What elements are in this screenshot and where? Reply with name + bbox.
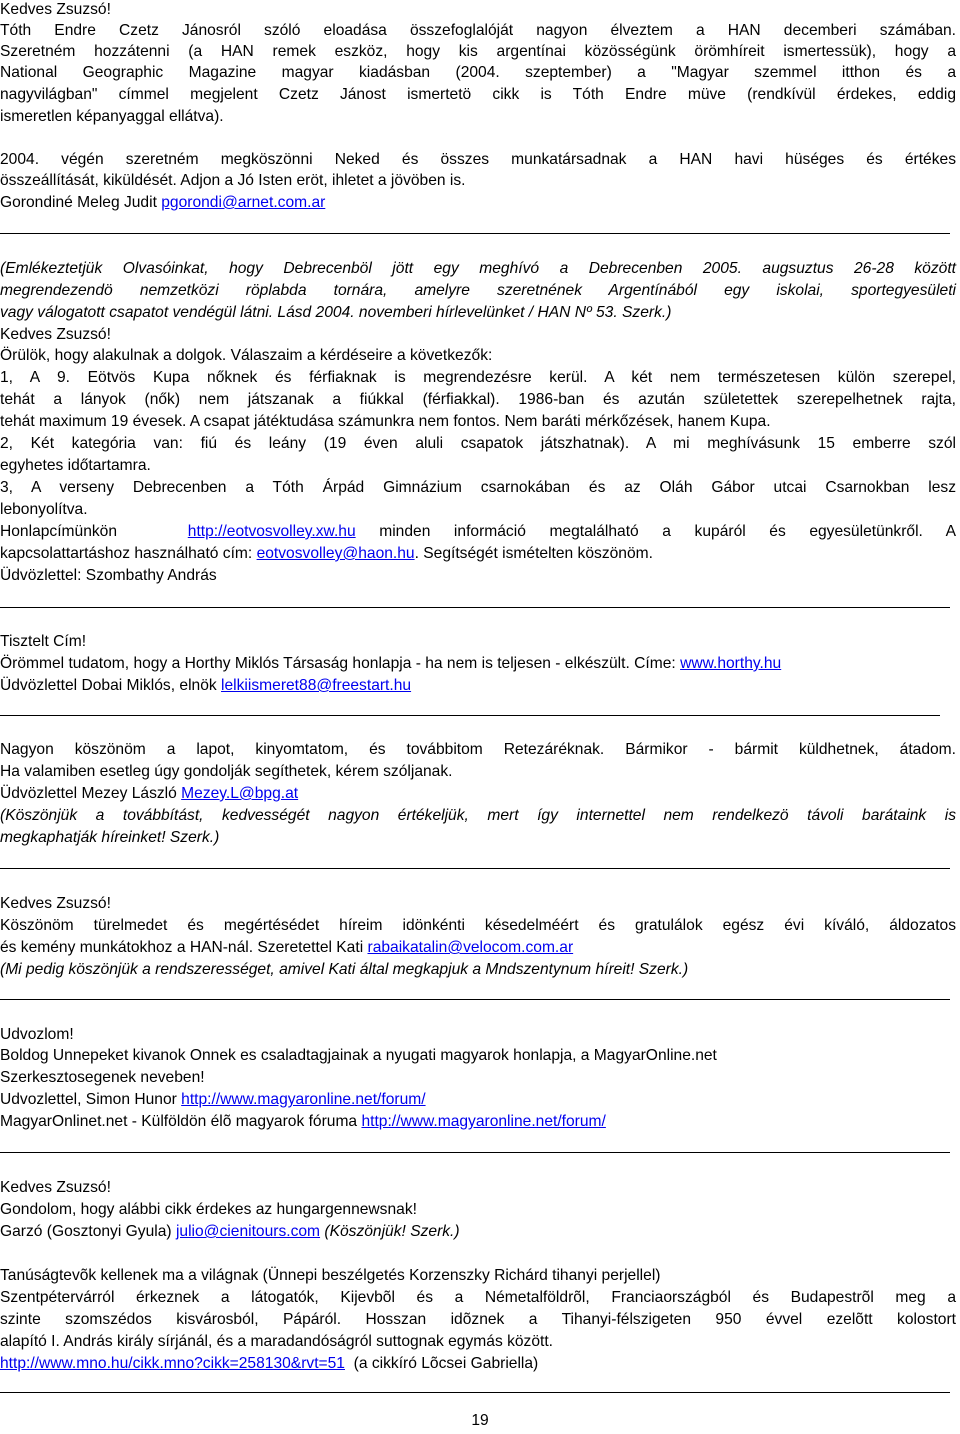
divider [0, 1152, 950, 1153]
editor-note-line: megrendezendö nemzetközi röplabda tornára, amelyre szeretnének Argentínából egy iskolai, sportegyesületi [0, 282, 956, 299]
signature-line [0, 1222, 956, 1242]
email-link[interactable]: lelkiismeret88@freestart.hu [221, 677, 412, 694]
divider [0, 607, 950, 608]
salutation: Kedves Zsuzsó! [0, 895, 111, 912]
source-text: (a cikkíró Lõcsei Gabriella) [353, 1355, 539, 1372]
text-line: Ha valamiben esetleg úgy gondolják segíthetek, kérem szóljanak. [0, 763, 453, 780]
signature-line [0, 676, 956, 696]
salutation: Kedves Zsuzsó! [0, 326, 111, 343]
text-line: kapcsolattartáshoz használható cím: eotvosvolley@haon.hu. Segítségét ismételten köszönöm. [0, 545, 653, 562]
divider [0, 999, 950, 1000]
thanks-text: . Segítségét ismételten köszönöm. [414, 545, 653, 562]
text-line: tehát a lányok (nők) nem játszanak a fiúkkal (férfiakkal). 1986-ban és azután születettek szerepelhetnek rajta, [0, 391, 956, 408]
text-line: 2004. végén szeretném megköszönni Neked és összes munkatársadnak a HAN havi hüséges és értékes [0, 151, 956, 168]
signature: Üdvözlettel Dobai Miklós, elnök [0, 677, 217, 694]
salutation: Kedves Zsuzsó! [0, 1, 111, 18]
text-line: 2, Két kategória van: fiú és leány (19 éven aluli csapatok játszhatnak). A mi meghívásunk 15 emberre szól [0, 435, 956, 452]
text-line: lebonyolítva. [0, 501, 88, 518]
contact-email-link[interactable]: eotvosvolley@haon.hu [256, 545, 415, 562]
divider [0, 715, 940, 716]
text-line: Szerkesztosegenek neveben! [0, 1069, 205, 1086]
text-line [0, 654, 956, 674]
editor-note-line: vagy válogatott csapatot vendégül látni. Lásd 2004. novemberi hírlevelünket / HAN Nº 53. Szerk.) [0, 304, 672, 321]
source-line [0, 1354, 956, 1374]
article-link[interactable]: http://www.mno.hu/cikk.mno?cikk=258130&rvt=51 [0, 1355, 345, 1372]
divider [0, 1392, 950, 1393]
forum-text: MagyarOnlinet.net - Külföldön élõ magyarok fóruma [0, 1113, 358, 1130]
signature-line [0, 784, 956, 804]
signature-line [0, 1090, 956, 1110]
editor-note: (Mi pedig köszönjük a rendszerességet, amivel Kati által megkapjuk a Mndszentynum híreit! Szerk.) [0, 961, 689, 978]
email-link[interactable]: pgorondi@arnet.com.ar [161, 194, 326, 211]
divider [0, 233, 950, 234]
text-line: Köszönöm türelmedet és megértésédet híreim idönkénti késedelméért és gratulálok egész évi kíváló, áldozatos [0, 917, 956, 934]
editor-note-line: (Köszönjük a továbbítást, kedvességét nagyon értékeljük, mert így internettel nem rendelkezö távoli barátaink is [0, 807, 956, 824]
signature: Üdvözlettel: Szombathy András [0, 567, 217, 584]
text-line: alapító I. András király sírjánál, és a maradandóságról suttognak egymás között. [0, 1333, 554, 1350]
editor-note-line: (Emlékeztetjük Olvasóinkat, hogy Debrecenböl jött egy meghívó a Debrecenben 2005. augsuztus 26-28 között [0, 260, 956, 277]
forum-link[interactable]: http://www.magyaronline.net/forum/ [361, 1113, 606, 1130]
text-line: 1, A 9. Eötvös Kupa nőknek és férfiaknak is megrendezésre kerül. A két nem természetesen külön szerepel, [0, 369, 956, 386]
email-link[interactable]: rabaikatalin@velocom.com.ar [367, 939, 574, 956]
intro-text: Örülök, hogy alakulnak a dolgok. Válaszaim a kérdéseire a következők: [0, 347, 493, 364]
salutation: Kedves Zsuzsó! [0, 1179, 111, 1196]
homepage-label: Honlapcímünkön [0, 523, 118, 540]
signature: Üdvözlettel Mezey László [0, 785, 177, 802]
url-link[interactable]: www.horthy.hu [680, 655, 782, 672]
homepage-link[interactable]: http://eotvosvolley.xw.hu [187, 523, 356, 540]
text-line: Boldog Unnepeket kivanok Onnek es csaladtagjainak a nyugati magyarok honlapja, a MagyarOnline.net [0, 1047, 717, 1064]
email-link[interactable]: Mezey.L@bpg.at [181, 785, 299, 802]
salutation: Udvozlom! [0, 1026, 74, 1043]
forum-line [0, 1112, 956, 1132]
salutation: Tisztelt Cím! [0, 633, 87, 650]
text-line: tehát maximum 19 évesek. A csapat játéktudása számunkra nem fontos. Nem baráti mérkőzések, hanem Kupa. [0, 413, 771, 430]
text-line: összeállítását, kiküldését. Adjon a Jó Isten eröt, ihletet a jövöben is. [0, 172, 466, 189]
text-line: National Geographic Magazine magyar kiadásban (2004. szeptember) a "Magyar szemmel itthon és a [0, 64, 956, 81]
text-line: nagyvilágban" címmel megjelent Czetz Jánost ismertetö cikk is Tóth Endre müve (rendkívül érdekes, eddig [0, 86, 956, 103]
signature: Garzó (Gosztonyi Gyula) [0, 1223, 172, 1240]
text-line: Szeretném hozzátenni (a HAN remek eszköz, hogy kis argentínai közösségünk örömhíreit ismertessük), hogy a [0, 43, 956, 60]
text-line: ismeretlen képanyaggal ellátva). [0, 108, 224, 125]
signature: Gorondiné Meleg Judit [0, 194, 157, 211]
text-line: Tóth Endre Czetz Jánosról szóló eloadása összefoglalóját nagyon élveztem a HAN decemberi számában. [0, 22, 956, 39]
text-line: Szentpétervárról érkeznek a látogatók, Kijevbõl és a Németalföldrõl, Franciaországból és Budapestrõl meg a [0, 1289, 956, 1306]
signature-line [0, 193, 956, 213]
email-link[interactable]: julio@cienitours.com [175, 1223, 321, 1240]
text-line: Nagyon köszönöm a lapot, kinyomtatom, és továbbitom Retezáréknak. Bármikor - bármit küldhetnek, átadom. [0, 741, 956, 758]
text-line: egyhetes időtartamra. [0, 457, 151, 474]
article-title: Tanúságtevõk kellenek ma a világnak (Ünnepi beszélgetés Korzenszky Richárd tihanyi perjellel) [0, 1267, 661, 1284]
body-text: Örömmel tudatom, hogy a Horthy Miklós Társaság honlapja - ha nem is teljesen - elkészült. Címe: [0, 655, 676, 672]
page-number: 19 [471, 1412, 489, 1429]
editor-note-line: megkaphatják híreinket! Szerk.) [0, 829, 220, 846]
text-line: Honlapcímünkön http://eotvosvolley.xw.hu minden információ megtalálható a kupáról és egyesületünkről. A [0, 523, 956, 540]
divider [0, 868, 950, 869]
signature: Udvozlettel, Simon Hunor [0, 1091, 177, 1108]
text-line: szinte szomszédos kisvárosból, Pápáról. Hosszan idõznek a Tihanyi-félszigeten 950 évvel ezelõtt kolostort [0, 1311, 956, 1328]
forum-link[interactable]: http://www.magyaronline.net/forum/ [181, 1091, 426, 1108]
body-text: Gondolom, hogy alábbi cikk érdekes az hungargennewsnak! [0, 1201, 417, 1218]
text-line: és kemény munkátokhoz a HAN-nál. Szeretettel Kati rabaikatalin@velocom.com.ar [0, 939, 574, 956]
text-line: 3, A verseny Debrecenben a Tóth Árpád Gimnázium csarnokában és az Oláh Gábor utcai Csarnokban lesz [0, 479, 956, 496]
editor-note: (Köszönjük! Szerk.) [324, 1223, 460, 1240]
